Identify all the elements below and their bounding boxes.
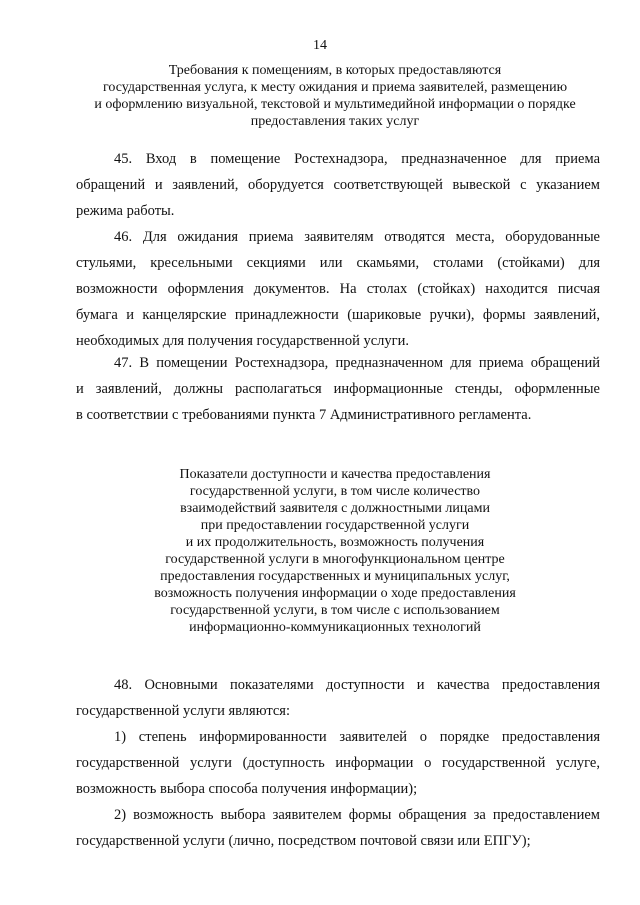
paragraph-line: государственной услуги являются: <box>76 703 290 719</box>
heading-line: государственной услуги в многофункциональном центре <box>165 552 505 567</box>
paragraph-line: 2) возможность выбора заявителем формы обращения за предоставлением <box>114 807 600 823</box>
paragraph-line: 45. Вход в помещение Ростехнадзора, предназначенное для приема <box>114 151 600 167</box>
heading-line: и их продолжительность, возможность получения <box>185 535 485 550</box>
page-number: 14 <box>313 38 327 53</box>
paragraph-line: государственной услуги (лично, посредством почтовой связи или ЕПГУ); <box>76 833 531 849</box>
section-heading-accessibility-indicators <box>70 466 600 636</box>
heading-line: взаимодействий заявителя с должностными лицами <box>180 501 490 516</box>
paragraph-48-item-2 <box>76 802 600 854</box>
heading-line: возможность получения информации о ходе предоставления <box>154 586 516 601</box>
heading-line: информационно-коммуникационных технологий <box>189 620 481 635</box>
heading-line: предоставления таких услуг <box>250 114 420 129</box>
heading-line: при предоставлении государственной услуги <box>200 518 470 533</box>
paragraph-line: возможность выбора способа получения информации); <box>76 781 418 797</box>
heading-line: государственная услуга, к месту ожидания и приема заявителей, размещению <box>102 80 568 95</box>
section-heading-premises-requirements <box>70 62 600 130</box>
paragraph-line: бумага и канцелярские принадлежности (шариковые ручки), формы заявлений, <box>76 307 600 323</box>
paragraph-46 <box>76 224 600 354</box>
heading-line: государственной услуги, в том числе количество <box>189 484 481 499</box>
paragraph-line: обращений и заявлений, оборудуется соответствующей вывеской с указанием <box>76 177 600 193</box>
heading-line: и оформлению визуальной, текстовой и мультимедийной информации о порядке <box>94 97 576 112</box>
paragraph-line: и заявлений, должны располагаться информационные стенды, оформленные <box>76 381 600 397</box>
heading-line: государственной услуги, в том числе с использованием <box>170 603 500 618</box>
paragraph-line: 46. Для ожидания приема заявителям отводятся места, оборудованные <box>114 229 600 245</box>
heading-line: Требования к помещениям, в которых предоставляются <box>168 63 502 78</box>
paragraph-48 <box>76 672 600 724</box>
paragraph-line: 1) степень информированности заявителей о порядке предоставления <box>114 729 600 745</box>
paragraph-line: 47. В помещении Ростехнадзора, предназначенном для приема обращений <box>114 355 600 371</box>
paragraph-48-item-1 <box>76 724 600 802</box>
paragraph-line: необходимых для получения государственной услуги. <box>76 333 409 349</box>
paragraph-line: возможности оформления документов. На столах (стойках) находится писчая <box>76 281 600 297</box>
paragraph-line: государственной услуги (доступность информации о государственной услуге, <box>76 755 600 771</box>
paragraph-line: стульями, кресельными секциями или скамьями, столами (стойками) для <box>76 255 600 271</box>
paragraph-line: 48. Основными показателями доступности и качества предоставления <box>114 677 600 693</box>
paragraph-line: режима работы. <box>76 203 175 219</box>
heading-line: предоставления государственных и муниципальных услуг, <box>160 569 510 584</box>
paragraph-45 <box>76 146 600 224</box>
heading-line: Показатели доступности и качества предоставления <box>179 467 491 482</box>
paragraph-line: в соответствии с требованиями пункта 7 Административного регламента. <box>76 407 532 423</box>
paragraph-47 <box>76 350 600 428</box>
